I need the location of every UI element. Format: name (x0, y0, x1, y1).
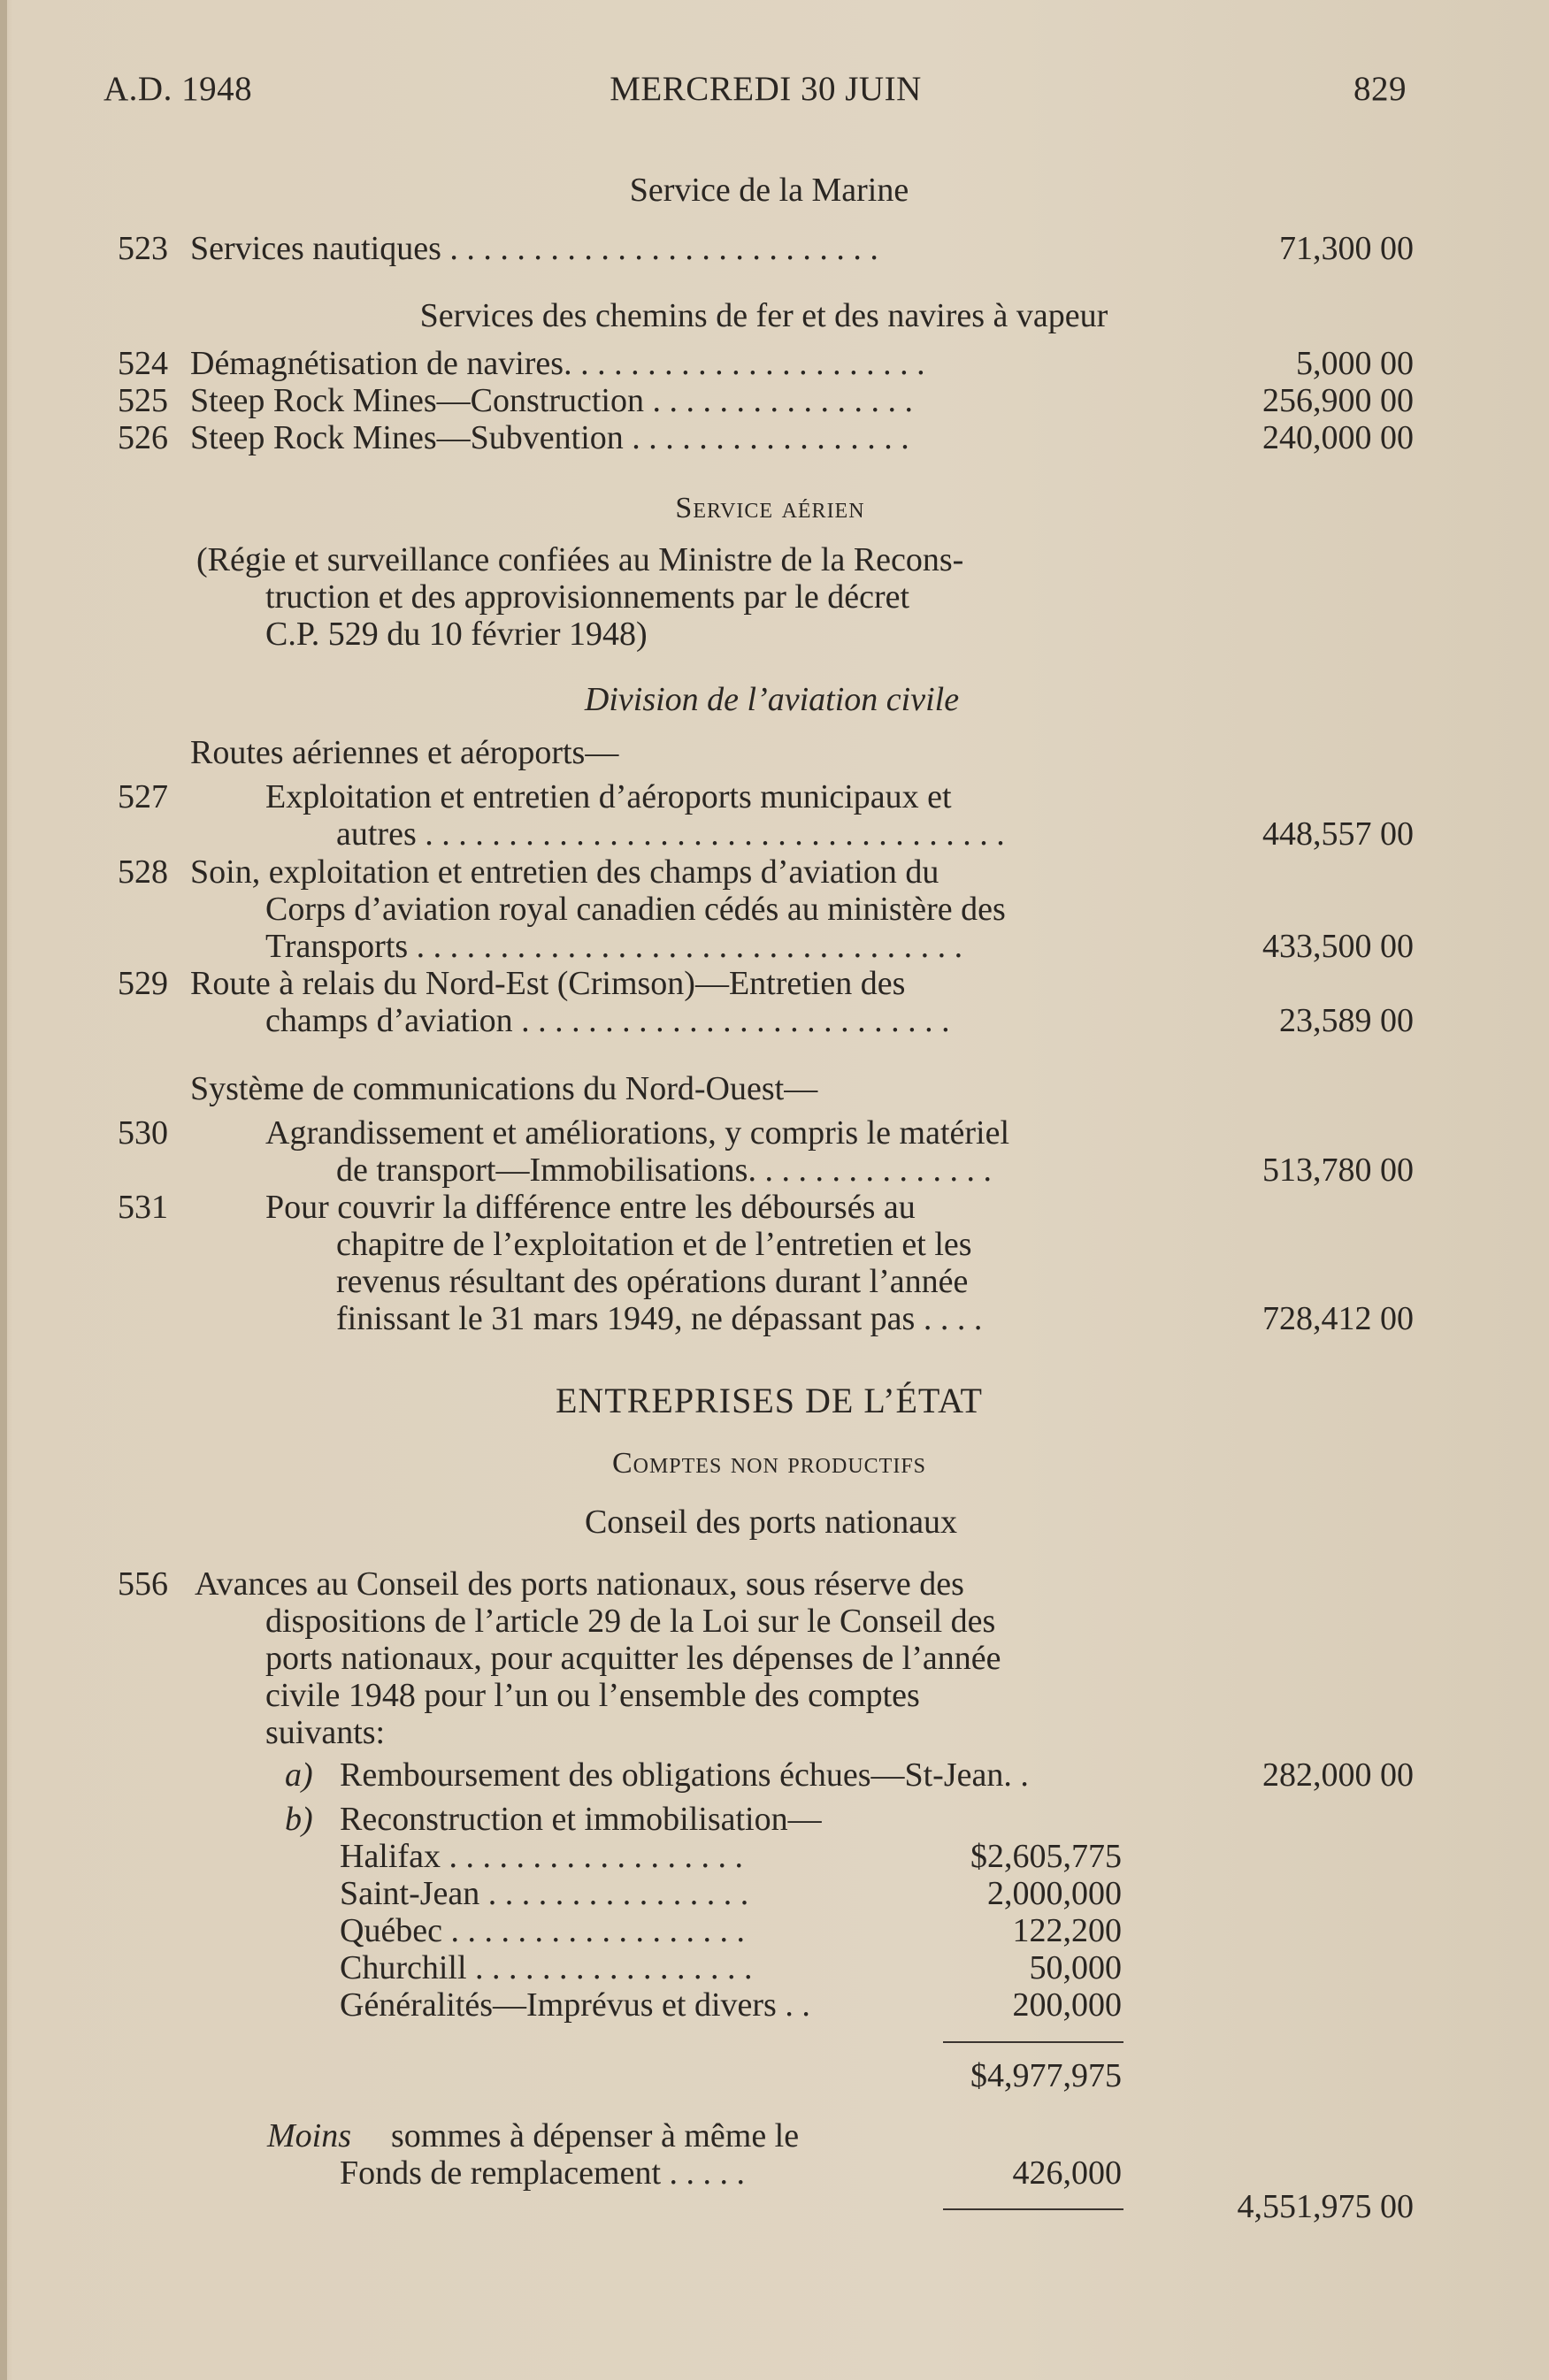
item-text-line-1: Soin, exploitation et entretien des champs d’aviation du (190, 853, 939, 891)
item-number: 556 (118, 1565, 168, 1603)
subsection-systeme: Système de communications du Nord-Ouest— (190, 1070, 818, 1107)
header-date: MERCREDI 30 JUIN (610, 70, 922, 108)
sub-item-text-a: Remboursement des obligations échues—St-Jean. . (340, 1756, 1029, 1794)
item-text: Démagnétisation de navires. . . . . . . . . . . . . . . . . . . . . . (190, 345, 925, 382)
subtotal-value: $4,977,975 (970, 2057, 1122, 2094)
subsection-routes: Routes aériennes et aéroports— (190, 734, 619, 771)
item-text-line-1: Route à relais du Nord-Est (Crimson)—Entretien des (190, 965, 906, 1002)
header-year: A.D. 1948 (104, 70, 253, 108)
section-marine: Service de la Marine (629, 172, 909, 209)
item-amount: 448,557 00 (1262, 815, 1414, 853)
item-number: 530 (118, 1114, 168, 1152)
item-556-line-4: civile 1948 pour l’un ou l’ensemble des comptes (265, 1677, 920, 1714)
port-name: Halifax . . . . . . . . . . . . . . . . . . (340, 1838, 743, 1875)
sub-item-label-b: b) (285, 1801, 313, 1838)
section-aviation: Division de l’aviation civile (584, 681, 960, 718)
item-text-line-1: Agrandissement et améliorations, y compris le matériel (265, 1114, 1010, 1152)
item-556-line-2: dispositions de l’article 29 de la Loi sur le Conseil des (265, 1603, 996, 1640)
moins-label: Moins (267, 2117, 351, 2154)
item-amount: 256,900 00 (1262, 382, 1414, 419)
section-comptes: Comptes non productifs (611, 1447, 927, 1480)
moins-text: sommes à dépenser à même le (391, 2117, 800, 2154)
item-amount: 240,000 00 (1262, 419, 1414, 456)
item-number: 524 (118, 345, 168, 382)
item-556-line-5: suivants: (265, 1714, 386, 1751)
header-page-number: 829 (1353, 70, 1407, 108)
port-name: Saint-Jean . . . . . . . . . . . . . . . . (340, 1875, 749, 1912)
item-number: 529 (118, 965, 168, 1002)
page-spine (0, 0, 7, 2380)
item-text: Steep Rock Mines—Construction . . . . . . . . . . . . . . . . (190, 382, 913, 419)
item-556-line-3: ports nationaux, pour acquitter les dépenses de l’année (265, 1640, 1001, 1677)
item-text-line-2: autres . . . . . . . . . . . . . . . . . . . . . . . . . . . . . . . . . . . (336, 815, 1005, 853)
item-text-line-1: Exploitation et entretien d’aéroports municipaux et (265, 778, 952, 815)
item-amount: 513,780 00 (1262, 1152, 1414, 1189)
sub-item-amount-a: 282,000 00 (1262, 1756, 1414, 1794)
subtotal-rule (943, 2041, 1123, 2043)
item-531-line-2: chapitre de l’exploitation et de l’entretien et les (336, 1226, 972, 1263)
sub-item-text-b: Reconstruction et immobilisation— (340, 1801, 822, 1838)
port-name: Généralités—Imprévus et divers . . (340, 1986, 810, 2024)
sub-item-label-a: a) (285, 1756, 313, 1794)
item-amount: 728,412 00 (1262, 1300, 1414, 1337)
item-number: 527 (118, 778, 168, 815)
aerien-note-line-1: (Régie et surveillance confiées au Ministre de la Recons- (196, 541, 964, 578)
moins-text-line-2: Fonds de remplacement . . . . . (340, 2154, 746, 2192)
section-aerien: Service aérien (675, 492, 865, 524)
port-value: 200,000 (1012, 1986, 1122, 2024)
item-text-line-1: Avances au Conseil des ports nationaux, sous réserve des (195, 1565, 964, 1603)
item-amount: 71,300 00 (1279, 230, 1414, 267)
port-value: 50,000 (1029, 1949, 1122, 1986)
port-name: Churchill . . . . . . . . . . . . . . . . . (340, 1949, 753, 1986)
section-chemins: Services des chemins de fer et des navires à vapeur (419, 297, 1108, 334)
port-value: 2,000,000 (987, 1875, 1122, 1912)
item-text-line-2: champs d’aviation . . . . . . . . . . . . . . . . . . . . . . . . . . (265, 1002, 950, 1039)
item-text-line-3: Transports . . . . . . . . . . . . . . . . . . . . . . . . . . . . . . . . . (265, 928, 963, 965)
section-entreprises: ENTREPRISES DE L’ÉTAT (556, 1381, 983, 1420)
item-text: Steep Rock Mines—Subvention . . . . . . . . . . . . . . . . . (190, 419, 909, 456)
item-number: 528 (118, 853, 168, 891)
item-528-line-2: Corps d’aviation royal canadien cédés au ministère des (265, 891, 1006, 928)
aerien-note-line-3: C.P. 529 du 10 février 1948) (265, 616, 648, 653)
item-text-line-4: finissant le 31 mars 1949, ne dépassant pas . . . . (336, 1300, 983, 1337)
item-amount: 23,589 00 (1279, 1002, 1414, 1039)
item-text-line-2: de transport—Immobilisations. . . . . . . . . . . . . . . (336, 1152, 992, 1189)
item-amount: 5,000 00 (1296, 345, 1414, 382)
item-amount: 433,500 00 (1262, 928, 1414, 965)
port-value: 122,200 (1012, 1912, 1122, 1949)
total-amount: 4,551,975 00 (1237, 2188, 1414, 2225)
item-number: 531 (118, 1189, 168, 1226)
item-number: 526 (118, 419, 168, 456)
item-text-line-1: Pour couvrir la différence entre les déboursés au (265, 1189, 916, 1226)
section-conseil: Conseil des ports nationaux (584, 1504, 958, 1541)
item-text: Services nautiques . . . . . . . . . . . . . . . . . . . . . . . . . . (190, 230, 878, 267)
aerien-note-line-2: truction et des approvisionnements par le décret (265, 578, 910, 616)
item-number: 525 (118, 382, 168, 419)
port-name: Québec . . . . . . . . . . . . . . . . . . (340, 1912, 746, 1949)
item-number: 523 (118, 230, 168, 267)
total-rule (943, 2208, 1123, 2210)
port-value: $2,605,775 (970, 1838, 1122, 1875)
item-531-line-3: revenus résultant des opérations durant l’année (336, 1263, 969, 1300)
moins-value: 426,000 (1012, 2154, 1122, 2192)
